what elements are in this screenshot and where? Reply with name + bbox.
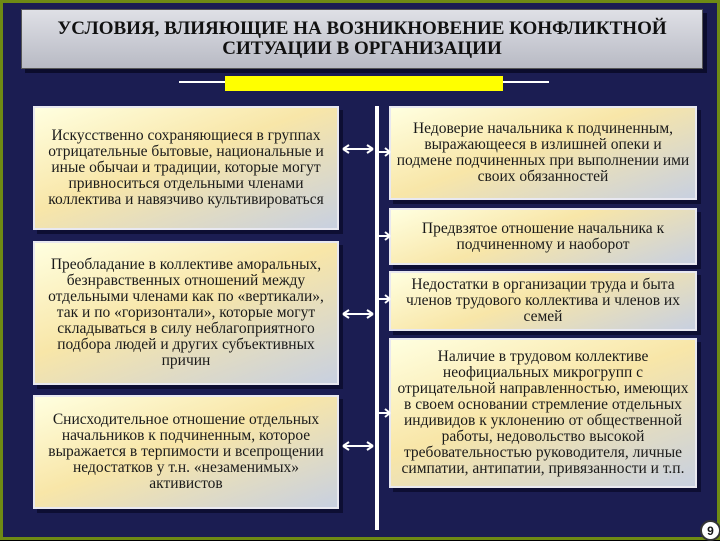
right-double-arrow-icon — [377, 146, 391, 158]
right-double-arrow-icon — [377, 407, 391, 419]
left-condition-box: Снисходительное отношение отдельных начальников к подчиненным, которое выражается в терпимости и всепрощении недостатков у т.н. «незаменимых» активистов — [33, 395, 339, 509]
title-connector-bar — [225, 76, 503, 91]
left-double-arrow-icon — [341, 440, 375, 452]
right-condition-box: Предвзятое отношение начальника к подчиненному и наоборот — [389, 208, 697, 265]
right-double-arrow-icon — [377, 230, 391, 242]
left-condition-box: Преобладание в коллективе аморальных, безнравственных отношений между отдельными членами как по «вертикали», так и по «горизонтали», которые могут складываться в силу неблагоприятного подбора людей и других субъективных причин — [33, 241, 339, 385]
left-double-arrow-icon — [341, 143, 375, 155]
right-condition-box: Недоверие начальника к подчиненным, выражающееся в излишней опеки и подмене подчиненных при выполнении ими своих обязанностей — [389, 106, 697, 200]
right-double-arrow-icon — [377, 293, 391, 305]
slide-title: УСЛОВИЯ, ВЛИЯЮЩИЕ НА ВОЗНИКНОВЕНИЕ КОНФЛИКТНОЙ СИТУАЦИИ В ОРГАНИЗАЦИИ — [21, 9, 703, 69]
page-number: 9 — [700, 520, 720, 541]
left-double-arrow-icon — [341, 308, 375, 320]
right-condition-box: Наличие в трудовом коллективе неофициальных микрогрупп с отрицательной направленностью, имеющих в своем основании стремление отдельных индивидов к уклонению от общественной работы, недовольство высокой требовательностью руководителя, личные симпатии, антипатии, привязанности и т.п. — [389, 338, 697, 488]
left-condition-box: Искусственно сохраняющиеся в группах отрицательные бытовые, национальные и иные обычаи и традиции, которые могут привноситься отдельными членами коллектива и навязчиво культивироваться — [33, 106, 339, 230]
right-condition-box: Недостатки в организации труда и быта членов трудового коллектива и членов их семей — [389, 271, 697, 331]
central-axis-line — [375, 106, 379, 530]
